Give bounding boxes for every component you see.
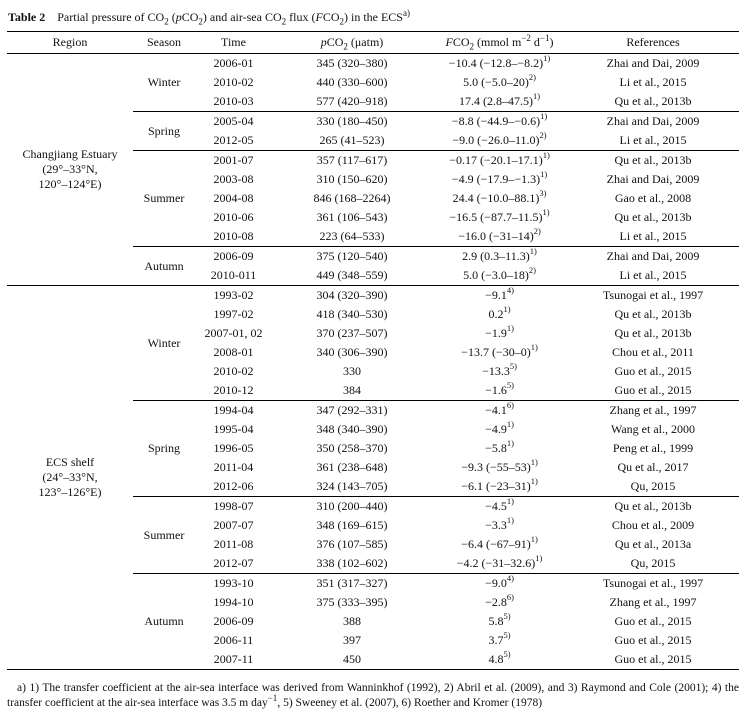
time-cell: 2010-011 bbox=[210, 268, 257, 282]
time-cell: 2007-11 bbox=[213, 652, 254, 666]
season-cell: Spring bbox=[133, 401, 195, 497]
column-header-time: Time bbox=[195, 32, 272, 54]
flux-cell: $-5.8^{1)}$ bbox=[485, 439, 514, 455]
region-name-line: (29°–33°N, bbox=[42, 162, 98, 176]
flux-cell: 5.0 $(-3.0-18)^{2)}$ bbox=[463, 266, 536, 282]
pco2-cell: 351 (317–327) bbox=[272, 574, 432, 594]
flux-cell: $-4.5^{1)}$ bbox=[432, 497, 567, 517]
flux-cell: $-9.0^{4)}$ bbox=[432, 574, 567, 594]
pco2-cell: 310 (200–440) bbox=[272, 497, 432, 517]
time-cell: 2006-01 bbox=[213, 56, 254, 70]
reference-cell: Guo et al., 2015 bbox=[614, 633, 692, 647]
reference-cell: Tsunogai et al., 1997 bbox=[567, 286, 739, 306]
column-header-pco2: pCO$_2$ (μatm) bbox=[272, 32, 432, 54]
flux-footnote-marker: 2) bbox=[539, 131, 547, 140]
time-cell: 2010-06 bbox=[213, 210, 254, 224]
flux-cell: $-1.6^{5)}$ bbox=[485, 381, 514, 397]
reference-cell: Qu et al., 2013b bbox=[614, 94, 692, 108]
pco2-cell: 370 (237–507) bbox=[316, 326, 388, 340]
reference-cell: Qu et al., 2013b bbox=[614, 210, 692, 224]
flux-footnote-marker: 2) bbox=[528, 73, 536, 82]
flux-footnote-marker: 5) bbox=[503, 650, 511, 659]
flux-cell: $-2.8^{6)}$ bbox=[485, 593, 514, 609]
flux-cell: −16.0 $(-31-14)^{2)}$ bbox=[458, 227, 541, 243]
reference-cell: Zhang et al., 1997 bbox=[609, 595, 697, 609]
flux-cell: −10.4 $(-12.8--8.2)^{1)}$ bbox=[448, 53, 551, 70]
table-footnote: a) 1) The transfer coefficient at the air-sea interface was derived from Wanninkhof (1992), 2) Abril et al. (2009), and 3) Raymond and Cole (2001); 4) the transfer coefficient at the air-sea interface was 3.5 m day$^{-1}$, 5) Sweeney et al. (2007), 6) Roether and Kromer (1978) bbox=[7, 682, 739, 709]
pco2-cell: 384 bbox=[343, 383, 361, 397]
pco2-cell: 347 (292–331) bbox=[272, 401, 432, 421]
flux-cell: −9.3 $(-55-53)^{1)}$ bbox=[461, 458, 538, 474]
pco2-cell: 345 (320–380) bbox=[316, 56, 388, 70]
reference-cell: Qu et al., 2013a bbox=[614, 537, 692, 551]
time-cell: 1995-04 bbox=[213, 422, 254, 436]
season-cell: Spring bbox=[133, 112, 195, 151]
time-cell: 2006-11 bbox=[213, 633, 254, 647]
flux-cell: $-9.1^{4)}$ bbox=[432, 286, 567, 306]
flux-footnote-marker: 1) bbox=[540, 111, 548, 121]
reference-cell: Li et al., 2015 bbox=[619, 75, 687, 89]
pco2-cell: 357 (117–617) bbox=[272, 151, 432, 171]
flux-cell: −4.9 $(-17.9--1.3)^{1)}$ bbox=[451, 170, 548, 186]
pco2-cell: 376 (107–585) bbox=[316, 537, 388, 551]
time-cell: 1994-04 bbox=[195, 401, 272, 421]
flux-cell: −0.17 $(-20.1-17.1)^{1)}$ bbox=[432, 151, 567, 171]
flux-footnote-marker: 1) bbox=[503, 305, 511, 314]
time-cell: 2005-04 bbox=[195, 112, 272, 132]
time-cell: 2010-02 bbox=[213, 364, 254, 378]
flux-footnote-marker: 6) bbox=[506, 593, 514, 602]
pco2-cell: 348 (340–390) bbox=[316, 422, 388, 436]
pco2-cell: 265 (41–523) bbox=[319, 133, 385, 147]
reference-cell: Zhai and Dai, 2009 bbox=[567, 247, 739, 267]
flux-footnote-marker: 2) bbox=[528, 266, 536, 275]
time-cell: 2006-09 bbox=[195, 247, 272, 267]
pco2-cell: 418 (340–530) bbox=[316, 307, 388, 321]
reference-cell: Qu, 2015 bbox=[630, 479, 676, 493]
reference-cell: Qu et al., 2013b bbox=[614, 307, 692, 321]
flux-cell: $-13.3^{5)}$ bbox=[482, 362, 517, 378]
reference-cell: Qu et al., 2013b bbox=[567, 497, 739, 517]
flux-cell: 0.2$^{1)}$ bbox=[488, 305, 511, 321]
table-row bbox=[7, 54, 739, 74]
reference-cell: Peng et al., 1999 bbox=[612, 441, 694, 455]
time-cell: 2010-12 bbox=[213, 383, 254, 397]
pco2-cell: 330 (180–450) bbox=[272, 112, 432, 132]
reference-cell: Chou et al., 2009 bbox=[611, 518, 695, 532]
flux-footnote-marker: 1) bbox=[542, 208, 550, 217]
reference-cell: Gao et al., 2008 bbox=[614, 191, 692, 205]
pco2-cell: 450 bbox=[343, 652, 361, 666]
reference-cell: Chou et al., 2011 bbox=[612, 345, 694, 359]
flux-footnote-marker: 5) bbox=[506, 381, 514, 390]
flux-footnote-marker: 1) bbox=[530, 535, 538, 544]
pco2-cell: 846 (168–2264) bbox=[313, 191, 391, 205]
time-cell: 2011-04 bbox=[213, 460, 254, 474]
flux-cell: 2.9 $(0.3-11.3)^{1)}$ bbox=[432, 247, 567, 267]
reference-cell: Li et al., 2015 bbox=[619, 268, 687, 282]
reference-cell: Qu et al., 2013b bbox=[567, 151, 739, 171]
table-body bbox=[7, 54, 739, 670]
flux-cell: 3.7$^{5)}$ bbox=[488, 631, 511, 647]
reference-cell: Zhang et al., 1997 bbox=[567, 401, 739, 421]
flux-footnote-marker: 1) bbox=[530, 458, 538, 467]
flux-footnote-marker: 1) bbox=[506, 439, 514, 448]
season-cell: Summer bbox=[133, 151, 195, 247]
flux-cell: 17.4 $(2.8-47.5)^{1)}$ bbox=[458, 92, 541, 108]
pco2-cell: 388 bbox=[343, 614, 361, 628]
reference-cell: Li et al., 2015 bbox=[619, 229, 687, 243]
season-cell: Autumn bbox=[133, 247, 195, 286]
flux-footnote-marker: 1) bbox=[532, 92, 541, 101]
time-cell: 1998-07 bbox=[195, 497, 272, 517]
column-header-season: Season bbox=[133, 32, 195, 54]
flux-footnote-marker: 5) bbox=[503, 631, 511, 640]
flux-footnote-marker: 1) bbox=[540, 170, 548, 179]
time-cell: 2001-07 bbox=[195, 151, 272, 171]
flux-cell: $-4.9^{1)}$ bbox=[485, 420, 514, 436]
header-row bbox=[7, 32, 739, 54]
flux-footnote-marker: 5) bbox=[509, 362, 517, 371]
flux-footnote-marker: 1) bbox=[529, 246, 537, 256]
reference-cell: Zhai and Dai, 2009 bbox=[606, 172, 700, 186]
table-caption-text: Partial pressure of $CO_2$ (pCO$_2$) and air-sea $CO_2$ flux $(FCO_2)$ in the ECS$^{a)}$ bbox=[57, 8, 410, 27]
reference-cell: Qu et al., 2013b bbox=[614, 326, 692, 340]
table-head bbox=[7, 32, 739, 54]
flux-footnote-marker: 6) bbox=[506, 400, 514, 410]
time-cell: 2007-07 bbox=[213, 518, 254, 532]
pco2-cell: 338 (102–602) bbox=[316, 556, 388, 570]
time-cell: 2012-05 bbox=[213, 133, 254, 147]
reference-cell: Zhai and Dai, 2009 bbox=[606, 56, 700, 70]
flux-footnote-marker: 1) bbox=[543, 53, 551, 63]
reference-cell: Qu, 2015 bbox=[630, 556, 676, 570]
reference-cell: Qu et al., 2017 bbox=[617, 460, 689, 474]
pco2-cell: 340 (306–390) bbox=[316, 345, 388, 359]
time-cell: 2008-01 bbox=[213, 345, 254, 359]
flux-cell: −16.5 $(-87.7-11.5)^{1)}$ bbox=[449, 208, 550, 224]
flux-footnote-marker: 5) bbox=[503, 612, 511, 621]
time-cell: 1997-02 bbox=[213, 307, 254, 321]
pco2-cell: 348 (169–615) bbox=[316, 518, 388, 532]
region-name-line: Changjiang Estuary bbox=[22, 147, 118, 161]
time-cell: 2012-06 bbox=[213, 479, 254, 493]
pco2-cell: 375 (120–540) bbox=[272, 247, 432, 267]
flux-cell: 24.4 $(-10.0-88.1)^{3)}$ bbox=[452, 189, 547, 205]
time-cell: 2010-02 bbox=[213, 75, 254, 89]
time-cell: 2006-09 bbox=[213, 614, 254, 628]
flux-cell: −8.8 $(-44.9--0.6)^{1)}$ bbox=[432, 112, 567, 132]
pco2-cell: 324 (143–705) bbox=[316, 479, 388, 493]
flux-footnote-marker: 1) bbox=[530, 477, 538, 486]
pco2-cell: 361 (238–648) bbox=[316, 460, 388, 474]
table-caption-label: Table 2 bbox=[8, 10, 46, 24]
time-cell: 2010-03 bbox=[213, 94, 254, 108]
data-table bbox=[7, 31, 739, 670]
table-row bbox=[7, 286, 739, 306]
flux-cell: $-1.9^{1)}$ bbox=[485, 324, 514, 340]
time-cell: 2007-01, 02 bbox=[204, 326, 263, 340]
time-cell: 1993-10 bbox=[195, 574, 272, 594]
flux-footnote-marker: 3) bbox=[539, 189, 547, 198]
time-cell: 1994-10 bbox=[213, 595, 254, 609]
flux-footnote-marker: 1) bbox=[535, 554, 543, 563]
time-cell: 2004-08 bbox=[213, 191, 254, 205]
reference-cell: Tsunogai et al., 1997 bbox=[567, 574, 739, 594]
flux-footnote-marker: 1) bbox=[506, 516, 514, 525]
flux-cell: −4.2 $(-31-32.6)^{1)}$ bbox=[456, 554, 543, 570]
reference-cell: Wang et al., 2000 bbox=[610, 422, 695, 436]
table-caption bbox=[8, 10, 739, 25]
region-name-line: 123°–126°E) bbox=[38, 485, 102, 499]
reference-cell: Guo et al., 2015 bbox=[614, 383, 692, 397]
pco2-cell: 577 (420–918) bbox=[316, 94, 388, 108]
pco2-cell: 330 bbox=[343, 364, 361, 378]
region-name-line: (24°–33°N, bbox=[42, 470, 98, 484]
pco2-cell: 440 (330–600) bbox=[316, 75, 388, 89]
region-cell bbox=[7, 286, 133, 670]
pco2-cell: 304 (320–390) bbox=[272, 286, 432, 306]
pco2-cell: 310 (150–620) bbox=[316, 172, 388, 186]
column-header-region: Region bbox=[7, 32, 133, 54]
time-cell: 2011-08 bbox=[213, 537, 254, 551]
season-cell: Winter bbox=[133, 286, 195, 401]
flux-footnote-marker: 4) bbox=[506, 285, 514, 295]
season-cell: Autumn bbox=[133, 574, 195, 670]
flux-footnote-marker: 1) bbox=[506, 420, 514, 429]
column-header-fco2: $FCO_2$ (mmol $m^{-2}$ $d^{-1}$) bbox=[432, 32, 567, 54]
reference-cell: Zhai and Dai, 2009 bbox=[567, 112, 739, 132]
reference-cell: Guo et al., 2015 bbox=[614, 614, 692, 628]
flux-cell: −6.1 $(-23-31)^{1)}$ bbox=[461, 477, 538, 493]
region-name-line: ECS shelf bbox=[45, 455, 95, 469]
reference-cell: Guo et al., 2015 bbox=[614, 652, 692, 666]
flux-cell: −9.0 $(-26.0-11.0)^{2)}$ bbox=[452, 131, 547, 147]
flux-cell: 5.0 $(-5.0-20)^{2)}$ bbox=[463, 73, 536, 89]
flux-footnote-marker: 2) bbox=[533, 227, 541, 236]
flux-cell: −13.7 $(-30-0)^{1)}$ bbox=[461, 343, 538, 359]
pco2-cell: 223 (64–533) bbox=[319, 229, 385, 243]
pco2-cell: 375 (333–395) bbox=[316, 595, 388, 609]
time-cell: 1993-02 bbox=[195, 286, 272, 306]
column-header-references: References bbox=[567, 32, 739, 54]
time-cell: 2003-08 bbox=[213, 172, 254, 186]
flux-cell: 5.8$^{5)}$ bbox=[488, 612, 511, 628]
flux-footnote-marker: 1) bbox=[506, 496, 514, 506]
time-cell: 2010-08 bbox=[213, 229, 254, 243]
pco2-cell: 397 bbox=[343, 633, 361, 647]
reference-cell: Li et al., 2015 bbox=[619, 133, 687, 147]
flux-footnote-marker: 1) bbox=[542, 150, 550, 160]
flux-cell: $-4.1^{6)}$ bbox=[432, 401, 567, 421]
pco2-cell: 449 (348–559) bbox=[316, 268, 388, 282]
time-cell: 1996-05 bbox=[213, 441, 254, 455]
flux-cell: −6.4 $(-67-91)^{1)}$ bbox=[461, 535, 538, 551]
flux-footnote-marker: 1) bbox=[530, 343, 538, 352]
pco2-cell: 350 (258–370) bbox=[316, 441, 388, 455]
time-cell: 2012-07 bbox=[213, 556, 254, 570]
region-name-line: 120°–124°E) bbox=[38, 177, 102, 191]
flux-cell: $-3.3^{1)}$ bbox=[485, 516, 514, 532]
season-cell: Winter bbox=[147, 75, 181, 89]
flux-cell: 4.8$^{5)}$ bbox=[488, 650, 511, 666]
pco2-cell: 361 (106–543) bbox=[316, 210, 388, 224]
region-cell bbox=[7, 54, 133, 286]
flux-footnote-marker: 4) bbox=[506, 573, 514, 583]
season-cell: Summer bbox=[133, 497, 195, 574]
flux-footnote-marker: 1) bbox=[506, 324, 514, 333]
reference-cell: Guo et al., 2015 bbox=[614, 364, 692, 378]
